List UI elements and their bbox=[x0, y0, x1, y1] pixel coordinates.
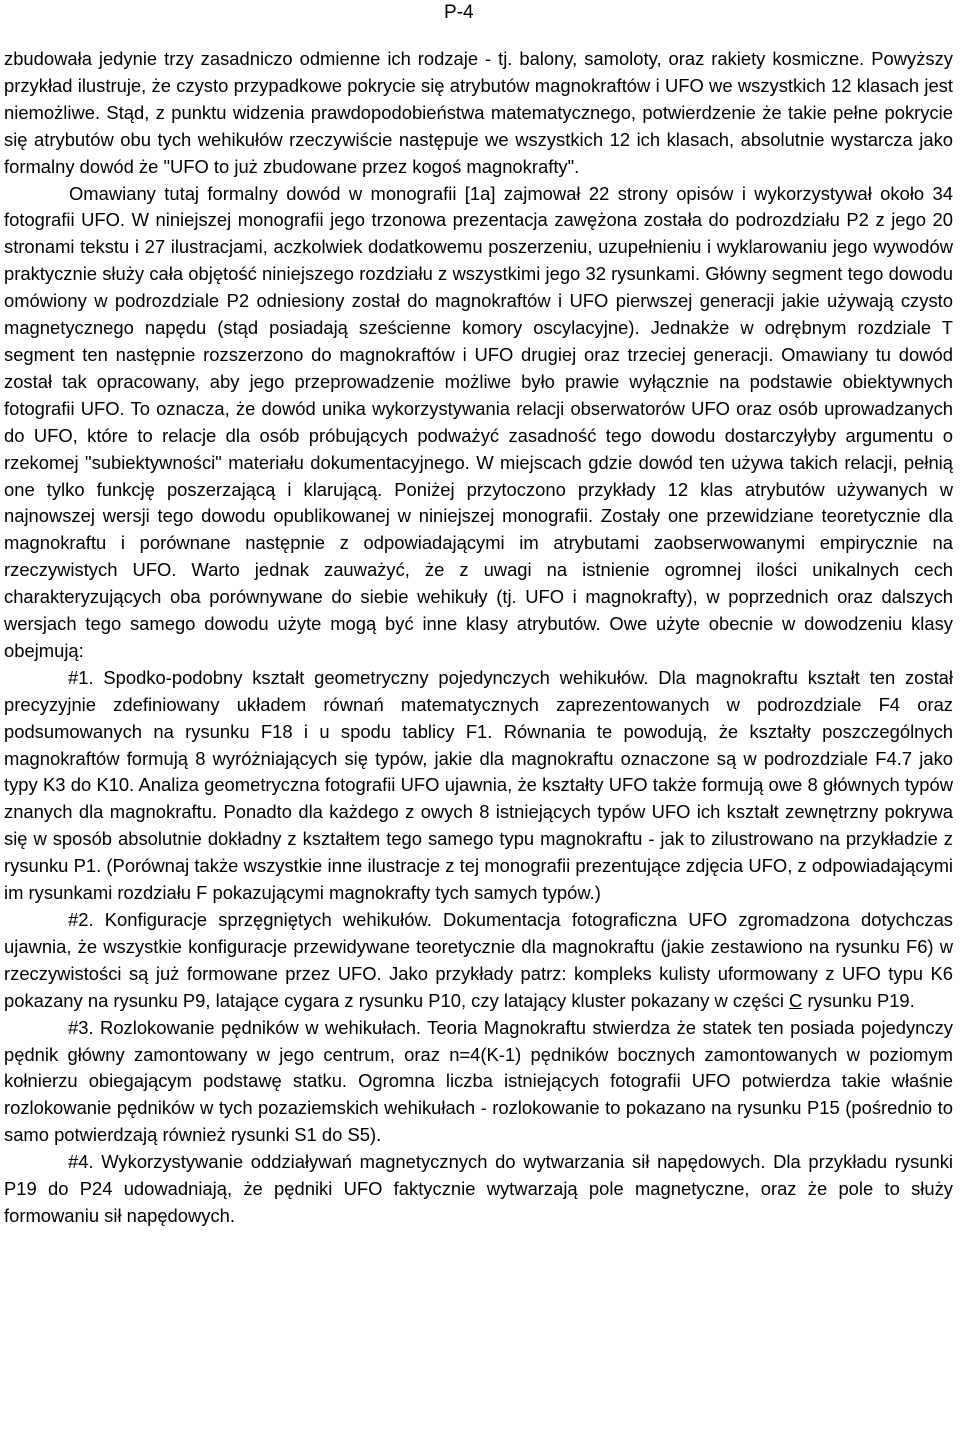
class-2-text: #2. Konfiguracje sprzęgniętych wehikułów. Dokumentacja fotograficzna UFO zgromadzona dotychczas ujawnia, że wszystkie konfiguracje przewidywane teoretycznie dla magnokraftu (jakie zestawiono na rysunku F6) w rzeczywistości są już formowane przez UFO. Jako przykłady patrz: kompleks kulisty uformowany z UFO typu K6 pokazany na rysunku P9, latające cygara z rysunku P10, czy latający kluster pokazany w części bbox=[4, 909, 953, 1011]
underlined-part-letter: C bbox=[789, 989, 803, 1011]
paragraph-class-1: #1. Spodko-podobny kształt geometryczny pojedynczych wehikułów. Dla magnokraftu kształt ten został precyzyjnie zdefiniowany układem równań matematycznych zaprezentowanych w podrozdziale F4 oraz podsumowanych na rysunku F18 i u spodu tablicy F1. Równania te powodują, że kształty poszczególnych magnokraftów formują 8 wyróżniających się typów, jakie dla magnokraftu oznaczone są w podrozdziale F4.7 jako typy K3 do K10. Analiza geometryczna fotografii UFO ujawnia, że kształty UFO także formują owe 8 głównych typów znanych dla magnokraftu. Ponadto dla każdego z owych 8 istniejących typów UFO ich kształt zewnętrzny pokrywa się w sposób absolutnie dokładny z kształtem tego samego typu magnokraftu - jak to zilustrowano na przykładzie z rysunku P1. (Porównaj także wszystkie inne ilustracje z tej monografii prezentujące zdjęcia UFO, z odpowiadającymi im rysunkami rozdziału F pokazującymi magnokrafty tych samych typów.) bbox=[4, 666, 953, 904]
paragraph-class-4: #4. Wykorzystywanie oddziaływań magnetycznych do wytwarzania sił napędowych. Dla przykładu rysunki P19 do P24 udowadniają, że pędniki UFO faktycznie wytwarzają pole magnetyczne, oraz że pole to służy formowaniu sił napędowych. bbox=[4, 1151, 953, 1226]
paragraph-class-3: #3. Rozlokowanie pędników w wehikułach. Teoria Magnokraftu stwierdza że statek ten posiada pojedynczy pędnik główny zamontowany w jego centrum, oraz n=4(K-1) pędników bocznych zamontowanych w poziomym kołnierzu obiegającym podstawę statku. Ogromna liczba istniejących fotografii UFO potwierdza takie właśnie rozlokowanie pędników w tych pozaziemskich wehikułach - rozlokowanie to pokazano na rysunku P15 (pośrednio to samo potwierdzają również rysunki S1 do S5). bbox=[4, 1016, 953, 1146]
body-text bbox=[4, 46, 953, 1230]
paragraph-class-2 bbox=[4, 907, 953, 1015]
paragraph-intro-continuation: zbudowała jedynie trzy zasadniczo odmienne ich rodzaje - tj. balony, samoloty, oraz rakiety kosmiczne. Powyższy przykład ilustruje, że czysto przypadkowe pokrycie się atrybutów magnokraftów i UFO we wszystkich 12 klasach jest niemożliwe. Stąd, z punktu widzenia prawdopodobieństwa matematycznego, potwierdzenie że takie pełne pokrycie się atrybutów obu tych wehikułów rzeczywiście następuje we wszystkich 12 ich klasach, absolutnie wystarcza jako formalny dowód że "UFO to już zbudowane przez kogoś magnokrafty". bbox=[4, 48, 953, 177]
class-2-text-end: rysunku P19. bbox=[802, 989, 915, 1011]
page-number: P-4 bbox=[444, 2, 474, 23]
paragraph-formal-proof: Omawiany tutaj formalny dowód w monografii [1a] zajmował 22 strony opisów i wykorzystywał około 34 fotografii UFO. W niniejszej monografii jego trzonowa prezentacja zawężona została do podrozdziału P2 z jego 20 stronami tekstu i 27 ilustracjami, aczkolwiek dodatkowemu poszerzeniu, uzupełnieniu i wyklarowaniu jego wywodów praktycznie służy cała objętość niniejszego rozdziału z wszystkimi jego 32 rysunkami. Główny segment tego dowodu omówiony w podrozdziale P2 odniesiony został do magnokraftów i UFO pierwszej generacji jakie używają czysto magnetycznego napędu (stąd posiadają sześcienne komory oscylacyjne). Jednakże w odrębnym rozdziale T segment ten następnie rozszerzono do magnokraftów i UFO drugiej oraz trzeciej generacji. Omawiany tu dowód został tak opracowany, aby jego przeprowadzenie możliwe było prawie wyłącznie na podstawie obiektywnych fotografii UFO. To oznacza, że dowód unika wykorzystywania relacji obserwatorów UFO oraz osób uprowadzanych do UFO, które to relacje dla osób próbujących podważyć zasadność tego dowodu dostarczyłyby argumentu o rzekomej "subiektywności" materiału dokumentacyjnego. W miejscach gdzie dowód ten używa takich relacji, pełnią one tylko funkcję poszerzającą i klarującą. Poniżej przytoczono przykłady 12 klas atrybutów używanych w najnowszej wersji tego dowodu opublikowanej w niniejszej monografii. Zostały one przewidziane teoretycznie dla magnokraftu i porównane następnie z odpowiadającymi im atrybutami zaobserwowanymi empirycznie na rzeczywistych UFO. Warto jednak zauważyć, że z uwagi na istnienie ogromnej ilości unikalnych cech charakteryzujących oba porównywane do siebie wehikuły (tj. UFO i magnokrafty), w poprzednich oraz dalszych wersjach tego samego dowodu użyte mogą być inne klasy atrybutów. Owe użyte obecnie w dowodzeniu klasy obejmują: bbox=[4, 182, 953, 661]
